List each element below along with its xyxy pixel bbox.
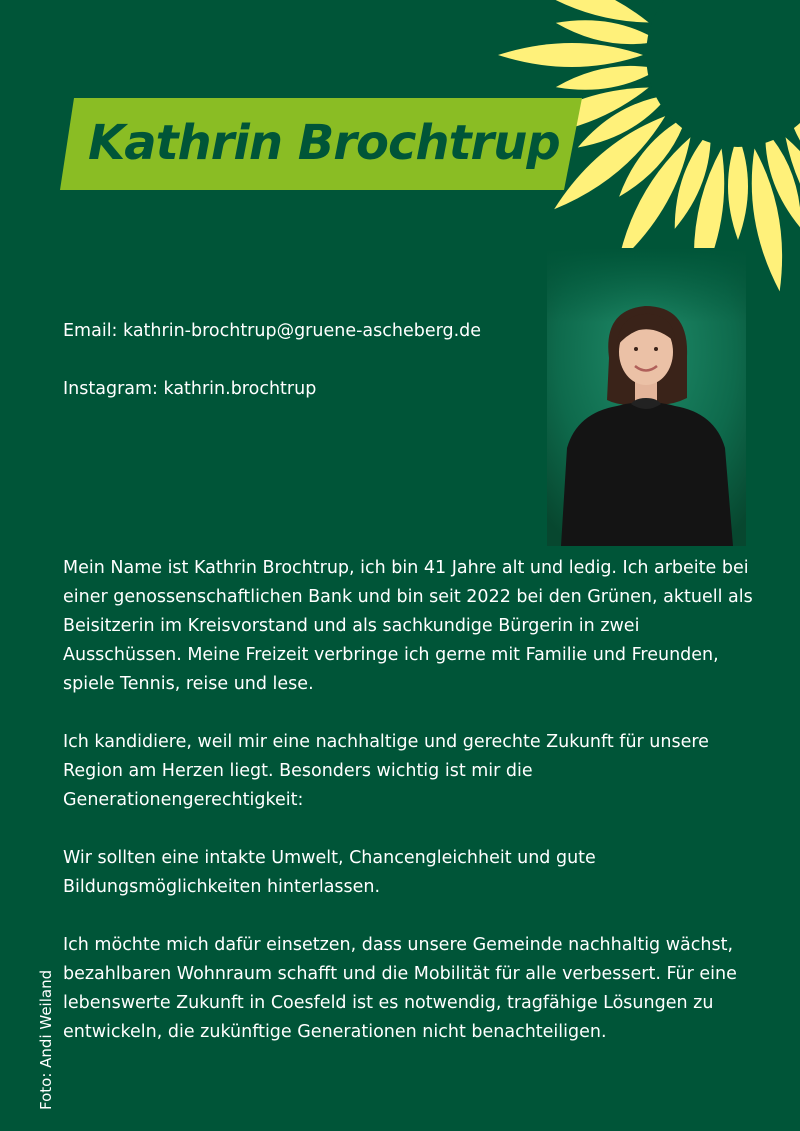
bio-paragraph-1: Mein Name ist Kathrin Brochtrup, ich bin 41 Jahre alt und ledig. Ich arbeite bei einer genossenschaftlichen Bank und bin seit 2022 bei den Grünen, aktuell als Beisitzerin im Kreisvorstand und als sachkundige Bürgerin in zwei Ausschüssen. Meine Freizeit verbringe ich gerne mit Familie und Freunden, spiele Tennis, reise und lese. <box>63 558 753 694</box>
email-line: Email: kathrin-brochtrup@gruene-ascheberg.de <box>63 321 482 341</box>
candidate-name: Kathrin Brochtrup <box>88 115 560 171</box>
bio-paragraph-2: Ich kandidiere, weil mir eine nachhaltige und gerechte Zukunft für unsere Region am Herzen liegt. Besonders wichtig ist mir die Generationengerechtigkeit: <box>63 732 709 810</box>
instagram-line: Instagram: kathrin.brochtrup <box>63 379 317 399</box>
portrait-photo <box>547 248 746 546</box>
biography <box>63 554 753 1076</box>
photo-credit: Foto: Andi Weiland <box>37 969 55 1110</box>
bio-paragraph-4: Ich möchte mich dafür einsetzen, dass unsere Gemeinde nachhaltig wächst, bezahlbaren Wohnraum schafft und die Mobilität für alle verbessert. Für eine lebenswerte Zukunft in Coesfeld ist es notwendig, tragfähige Lösungen zu entwickeln, die zukünftige Generationen nicht benachteiligen. <box>63 935 737 1042</box>
bio-paragraph-3: Wir sollten eine intakte Umwelt, Chancengleichheit und gute Bildungsmöglichkeiten hinterlassen. <box>63 848 596 897</box>
